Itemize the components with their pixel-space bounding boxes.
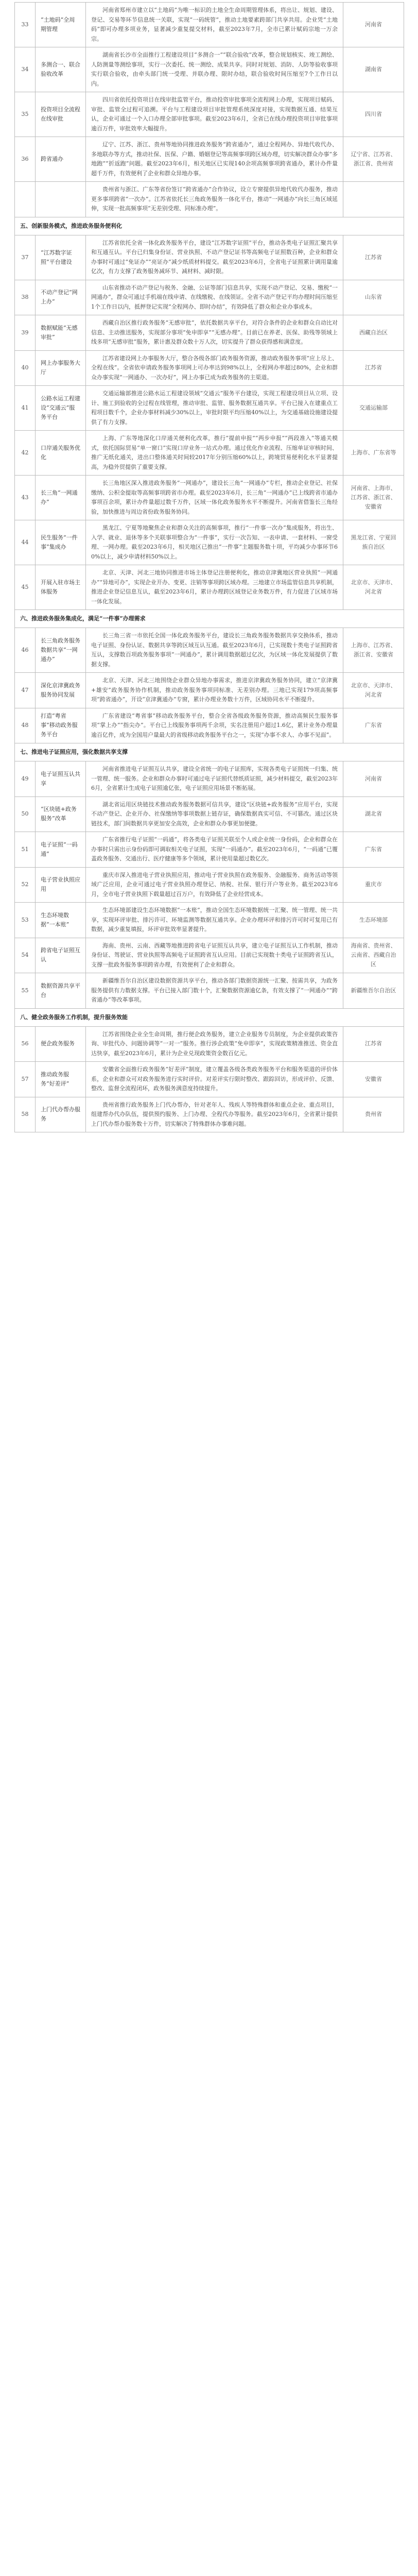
table-row (15, 938, 404, 973)
case-number: 44 (15, 520, 36, 565)
case-number: 42 (15, 431, 36, 476)
case-region: 江苏省 (343, 235, 404, 280)
case-number: 36 (15, 137, 36, 182)
table-row (15, 628, 404, 673)
case-region: 重庆市 (343, 867, 404, 903)
case-number: 38 (15, 280, 36, 315)
table-row (15, 350, 404, 386)
case-number: 37 (15, 235, 36, 280)
case-name: 电子证照“一码通” (36, 832, 86, 868)
case-description: 上海、广东等地深化口岸通关便利化改革，推行“提前申报”“两步申报”“两段准入”等通关模式，依托国际贸易“单一窗口”实现口岸业务一站式办理。通过优化作业流程、压缩单证审核时间、推广无纸化通关，进出口整体通关时间较2017年分别压缩60%以上，跨境贸易便利化水平显著提高，为稳外贸提供了重要支撑。 (86, 431, 343, 476)
section-header (15, 217, 404, 235)
case-region: 江苏省 (343, 350, 404, 386)
case-region (343, 182, 404, 217)
case-number: 43 (15, 476, 36, 520)
case-name: 跨省通办 (36, 137, 86, 182)
table-row (15, 1062, 404, 1097)
case-name: 多测合一、联合验收改革 (36, 47, 86, 92)
case-region: 河南省 (343, 3, 404, 47)
table-row (15, 796, 404, 832)
case-name: 网上办事服务大厅 (36, 350, 86, 386)
case-region: 山东省 (343, 280, 404, 315)
section-header (15, 1008, 404, 1026)
case-description: 河南省郑州市建立以“土地码”为唯一标识的土地全生命周期管理体系，将出让、规划、建设、登记、交易等环节信息统一关联，实现“一码统管”，推动土地要素跨部门共享共用。企业凭“土地码”即可办理多项业务，显著减少重复提交材料，截至2023年7月，全市已累计赋码宗地一万余宗。 (86, 3, 343, 47)
case-number: 51 (15, 832, 36, 868)
case-description: 生态环境部建设生态环境数据“一本账”，推动全国生态环境数据统一汇聚、统一管理、统一共享，实现环评审批、排污许可、环境监测等数据互通共享。企业办理环评和排污许可时可复用已有数据，减少重复填报，环评审批效率显著提升。 (86, 903, 343, 938)
case-number: 56 (15, 1026, 36, 1062)
case-number: 34 (15, 47, 36, 92)
case-description: 海南、贵州、云南、西藏等地推进跨省电子证照互认共享，建立电子证照互认工作机制，推动身份证、驾驶证、营业执照等高频电子证照跨省互认应用。目前已实现数十类电子证照跨省互认，支撑一批政务服务事项跨省办理，有效便利了企业和群众。 (86, 938, 343, 973)
case-region: 新疆维吾尔自治区 (343, 973, 404, 1009)
section-title: 六、推进政务服务集成化，满足“一件事”办理需求 (15, 610, 404, 628)
case-name: 打造“粤省事”移动政务服务平台 (36, 708, 86, 743)
table-row (15, 47, 404, 92)
case-number: 39 (15, 315, 36, 351)
case-name: 公路水运工程建设“交通云”服务平台 (36, 386, 86, 431)
case-name: 不动产登记“网上办” (36, 280, 86, 315)
case-description: 广东省建设“粤省事”移动政务服务平台，整合全省各级政务服务资源，推动高频民生服务事项“掌上办”“指尖办”。平台已上线服务事项两千余项，实名注册用户超过1.6亿，累计业务办理量逾百亿件，成为全国用户量最大的省级移动政务服务平台之一，实现“办事不求人、办事不见面”。 (86, 708, 343, 743)
case-name: 生态环境数据“一本账” (36, 903, 86, 938)
case-description: 西藏自治区推行政务服务“无感审批”，依托数据共享平台，对符合条件的企业和群众自动比对信息、主动推送服务，实现部分事项“免申即享”“无感办理”。目前已在养老、医保、助残等领域上线多项“无感审批”服务，累计惠及群众数十万人次，切实提升了群众获得感和满意度。 (86, 315, 343, 351)
case-number: 53 (15, 903, 36, 938)
table-row (15, 565, 404, 610)
table-row (15, 92, 404, 137)
case-region: 北京市、天津市、河北省 (343, 565, 404, 610)
case-number: 33 (15, 3, 36, 47)
case-description: 湖南省长沙市全面推行工程建设项目“多测合一”“联合验收”改革，整合规划核实、竣工测绘、人防测量等测绘事项，实行一次委托、统一测绘、成果共享。同时对规划、消防、人防等验收事项实行联合验收，由牵头部门统一受理、并联办理、限时办结，联合验收时间压缩至7个工作日以内。 (86, 47, 343, 92)
case-description: 江苏省依托全省一体化政务服务平台，建设“江苏数字证照”平台，推动各类电子证照汇聚共享和互通互认。平台已归集身份证、营业执照、不动产登记证书等高频电子证照数百种，企业和群众办事时可通过“免证办”“亮证办”减少纸质材料提交。截至2023年6月，全省电子证照累计调用量逾亿次，有力支撑了政务服务减环节、减材料、减时限。 (86, 235, 343, 280)
case-name: 深化京津冀政务服务协同发展 (36, 673, 86, 708)
case-description: 江苏省建设网上办事服务大厅，整合各级各部门政务服务资源，推动政务服务事项“应上尽上、全程在线”。全省依申请政务服务事项网上可办率达到98%以上，全程网办率超过80%，企业和群众办事实现“一网通办、一次办好”，网上办事已成为政务服务的主渠道。 (86, 350, 343, 386)
case-description: 北京、天津、河北三地协同推进市场主体登记注册便利化，推动京津冀地区营业执照“一网通办”“异地可办”，实现企业开办、变更、注销等事项跨区域办理。三地建立市场监管信息共享机制，推进企业登记信息互认，截至2023年6月，累计办理跨区域登记业务数万件，有力促进了区域市场一体化发展。 (86, 565, 343, 610)
case-name: 长三角“一网通办” (36, 476, 86, 520)
table-row (15, 867, 404, 903)
case-number: 35 (15, 92, 36, 137)
case-name: 长三角政务服务数据共享“一网通办” (36, 628, 86, 673)
section-title: 八、健全政务服务工作机制，提升服务效能 (15, 1008, 404, 1026)
case-region: 交通运输部 (343, 386, 404, 431)
section-header (15, 610, 404, 628)
case-name: 数据赋能“无感审批” (36, 315, 86, 351)
table-row (15, 673, 404, 708)
case-number: 54 (15, 938, 36, 973)
case-table-body (15, 3, 404, 1132)
case-description: 辽宁、江苏、浙江、贵州等地协同推进政务服务“跨省通办”，通过全程网办、异地代收代办、多地联办等方式，推动社保、医保、户籍、婚姻登记等高频事项跨区域办理，切实解决群众办事“多地跑”“折返跑”问题。截至2023年6月，相关地区已实现140余项高频事项跨省通办，累计办件量超千万件，有效便利了企业和群众异地办事。 (86, 137, 343, 182)
case-number: 45 (15, 565, 36, 610)
case-description: 贵州省推行政务服务上门代办帮办，针对老年人、残疾人等特殊群体和重点企业、重点项目，组建帮办代办队伍，提供预约服务、上门办理、全程代办等服务。截至2023年6月，全省累计提供上门代办帮办服务数十万件，切实解决了特殊群体办事难问题。 (86, 1097, 343, 1132)
case-description: 交通运输部推进公路水运工程建设领域“交通云”服务平台建设，实现工程建设项目从立项、设计、施工到验收的全过程在线管理，推动审批、监管、服务数据互通共享。平台已接入在建重点工程项目数千个，企业办事材料减少30%以上，审批时限平均压缩40%以上，为交通基础设施建设提供了有力支撑。 (86, 386, 343, 431)
case-number: 55 (15, 973, 36, 1009)
case-description: 贵州省与浙江、广东等省份签订“跨省通办”合作协议，设立专窗提供异地代收代办服务，推动更多事项跨省“一次办”。江苏省依托长三角政务服务一体化平台，推动“一网通办”向长三角区域延伸，实现一批高频事项“无差别受理、同标准办理”。 (86, 182, 343, 217)
case-name: 便企政务服务 (36, 1026, 86, 1062)
case-region: 河南省 (343, 761, 404, 797)
case-name: “区块链+政务服务”改革 (36, 796, 86, 832)
case-name: 上门代办帮办服务 (36, 1097, 86, 1132)
table-row (15, 1026, 404, 1062)
case-name: 民生服务“一件事”集成办 (36, 520, 86, 565)
case-region: 四川省 (343, 92, 404, 137)
case-name: 跨省电子证照互认 (36, 938, 86, 973)
case-description: 江苏省围绕企业全生命周期，推行便企政务服务，建立企业服务专员制度，为企业提供政策咨询、审批代办、问题协调等“一对一”服务。推行涉企政策“免申即享”，实现政策精准推送、资金直达快享，截至2023年6月，累计为企业兑现政策资金数百亿元。 (86, 1026, 343, 1062)
case-region: 湖南省 (343, 47, 404, 92)
case-region: 江苏省 (343, 1026, 404, 1062)
table-row (15, 1097, 404, 1132)
case-name (36, 182, 86, 217)
table-row (15, 431, 404, 476)
case-name: 电子证照互认共享 (36, 761, 86, 797)
table-row (15, 520, 404, 565)
case-region: 上海市、广东省等 (343, 431, 404, 476)
case-region: 生态环境部 (343, 903, 404, 938)
case-number: 46 (15, 628, 36, 673)
case-description: 长三角地区深入推进政务服务“一网通办”，建设长三角“一网通办”专栏，推动企业登记、社保缴纳、公积金提取等高频事项跨省市办理。截至2023年6月，长三角“一网通办”已上线跨省市通办事项百余项，累计办件量超过数千万件，区域一体化政务服务水平不断提升。河南省借鉴长三角经验，加快推进与周边省份政务服务协同。 (86, 476, 343, 520)
case-description: 新疆维吾尔自治区建设数据资源共享平台，推动各部门数据资源统一汇聚、按需共享，为政务服务提供有力数据支撑。平台已接入部门数十个，汇聚数据资源逾亿条，有效支撑了“一网通办”“跨省通办”等改革事项。 (86, 973, 343, 1009)
case-description: 重庆市深入推进电子营业执照应用，推动电子营业执照在政务服务、金融服务、商务活动等领域广泛应用，企业可通过电子营业执照办理登记、纳税、社保、银行开户等业务。截至2023年6月，全市电子营业执照下载量超过百万户，有效降低了企业经营成本。 (86, 867, 343, 903)
table-row (15, 280, 404, 315)
table-row (15, 708, 404, 743)
table-row (15, 832, 404, 868)
case-number: 49 (15, 761, 36, 797)
case-description: 河南省推进电子证照互认共享，建设全省统一的电子证照库，实现各类电子证照统一归集、统一管理、统一服务。企业和群众办事时可通过电子证照代替纸质证照，减少材料提交，截至2023年6月，全省累计生成电子证照逾亿张，电子证照应用场景不断拓展。 (86, 761, 343, 797)
section-header (15, 743, 404, 761)
case-name: 数据资源共享平台 (36, 973, 86, 1009)
case-number: 50 (15, 796, 36, 832)
case-description: 广东省推行电子证照“一码通”，将各类电子证照关联至个人或企业统一身份码，企业和群众在办事时只需出示身份码即可调取相关电子证照，实现“一码通办”。截至2023年6月，“一码通”已覆盖政务服务、交通出行、医疗健康等多个领域，累计使用量超过数亿次。 (86, 832, 343, 868)
section-title: 七、推进电子证照应用，强化数据共享支撑 (15, 743, 404, 761)
case-region: 北京市、天津市、河北省 (343, 673, 404, 708)
case-region: 河南省、上海市、江苏省、浙江省、安徽省 (343, 476, 404, 520)
case-name: 口岸通关服务优化 (36, 431, 86, 476)
case-region: 安徽省 (343, 1062, 404, 1097)
case-name: 开展入驻市场主体服务 (36, 565, 86, 610)
case-region: 广东省 (343, 708, 404, 743)
table-row (15, 903, 404, 938)
case-description: 长三角三省一市依托全国一体化政务服务平台，建设长三角政务服务数据共享交换体系，推动电子证照、身份认证、数据共享等跨区域互认互通。截至2023年6月，已实现数十类电子证照跨省互认，支撑数百项政务服务事项“一网通办”，累计调用数据超过亿次，为区域一体化发展提供了数据支撑。 (86, 628, 343, 673)
case-description: 四川省依托投资项目在线审批监管平台，推动投资审批事项全流程网上办理，实现项目赋码、审批、监管全过程可追溯。平台与工程建设项目审批管理系统深度对接，实现数据互通、结果互认，企业可通过一个入口办理全部审批事项。截至2023年6月，全省已在线办理投资项目审批事项逾百万件，审批效率大幅提升。 (86, 92, 343, 137)
case-region: 黑龙江省、宁夏回族自治区 (343, 520, 404, 565)
table-row (15, 476, 404, 520)
case-number: 52 (15, 867, 36, 903)
section-title: 五、创新服务模式，推进政务服务便利化 (15, 217, 404, 235)
case-name: 投资项目全流程在线审批 (36, 92, 86, 137)
case-table (14, 2, 404, 1132)
case-region: 贵州省 (343, 1097, 404, 1132)
table-row (15, 182, 404, 217)
case-description: 山东省推动不动产登记与税务、金融、公证等部门信息共享，实现不动产登记、交易、缴税“一网通办”，群众可通过手机端在线申请、在线缴税、在线领证。全省不动产登记平均办理时间压缩至1个工作日以内，抵押登记实现“全程网办、即时办结”，有效降低了群众和企业办事成本。 (86, 280, 343, 315)
case-description: 北京、天津、河北三地围绕企业群众异地办事需求，推进京津冀政务服务协同，建立“京津冀+雄安”政务服务协作机制，推动政务服务事项同标准、无差别办理。三地已实现179项高频事项“跨省通办”，开设“京津冀通办”专窗，累计办理业务数十万件，区域协同水平不断提升。 (86, 673, 343, 708)
case-name: 推动政务服务“好差评” (36, 1062, 86, 1097)
table-row (15, 315, 404, 351)
case-region: 广东省 (343, 832, 404, 868)
case-number (15, 182, 36, 217)
case-region: 上海市、江苏省、浙江省、安徽省 (343, 628, 404, 673)
table-row (15, 761, 404, 797)
case-number: 58 (15, 1097, 36, 1132)
case-number: 47 (15, 673, 36, 708)
case-number: 41 (15, 386, 36, 431)
case-number: 48 (15, 708, 36, 743)
case-name: “江苏数字证照”平台建设 (36, 235, 86, 280)
case-number: 40 (15, 350, 36, 386)
table-row (15, 973, 404, 1009)
table-row (15, 235, 404, 280)
case-region: 湖北省 (343, 796, 404, 832)
case-description: 黑龙江、宁夏等地聚焦企业和群众关注的高频事项，推行“一件事一次办”集成服务，将出生、入学、就业、退休等多个关联事项整合为“一件事”，实行一次告知、一表申请、一套材料、一窗受理、一网办理。截至2023年6月，相关地区已推出“一件事”主题服务数十项，平均减少办事环节60%以上，减少申请材料50%以上。 (86, 520, 343, 565)
table-row (15, 3, 404, 47)
case-description: 安徽省全面推行政务服务“好差评”制度，建立覆盖各级各类政务服务平台和服务渠道的评价体系，企业和群众可对政务服务进行实时评价。对差评实行限时整改、跟踪回访，形成评价、反馈、整改、监督全流程闭环，政务服务满意度持续提升。 (86, 1062, 343, 1097)
case-region: 海南省、贵州省、云南省、西藏自治区 (343, 938, 404, 973)
case-description: 湖北省运用区块链技术推动政务服务数据可信共享，建设“区块链+政务服务”应用平台，实现不动产登记、企业开办、社保缴纳等事项数据上链存证，确保数据真实可信、不可篡改。通过区块链技术，部门间数据共享更加安全高效，企业和群众办事更加便捷。 (86, 796, 343, 832)
case-name: 电子营业执照应用 (36, 867, 86, 903)
case-name: “土地码”全周期管理 (36, 3, 86, 47)
table-row (15, 137, 404, 182)
case-number: 57 (15, 1062, 36, 1097)
case-region: 西藏自治区 (343, 315, 404, 351)
table-row (15, 386, 404, 431)
case-region: 辽宁省、江苏省、浙江省、贵州省 (343, 137, 404, 182)
